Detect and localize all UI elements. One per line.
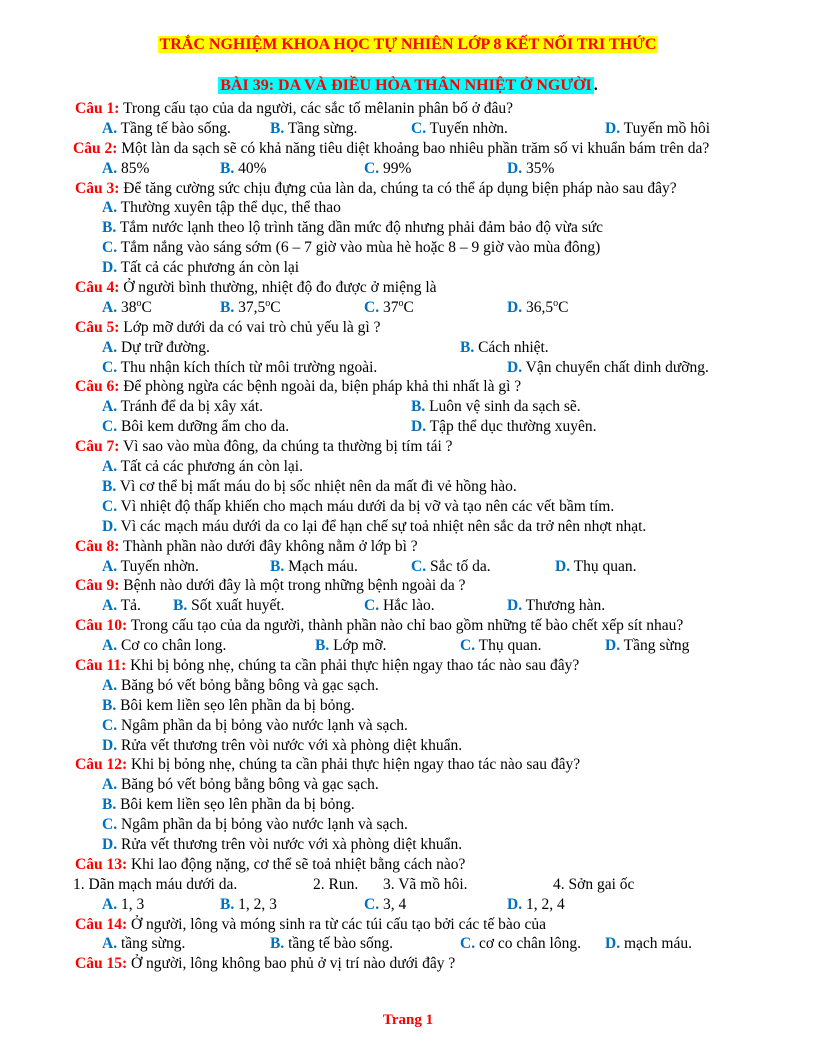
- option-text: Cơ co chân long.: [117, 637, 227, 655]
- option-text: Tất cả các phương án còn lại: [117, 259, 300, 277]
- answer-option: [102, 238, 600, 258]
- option-text: Băng bó vết bỏng bằng bông và gạc sạch.: [117, 776, 379, 794]
- option-letter: A.: [102, 458, 118, 476]
- option-text: Vì nhiệt độ thấp khiến cho mạch máu dưới da bị vỡ và tạo nên các vết bầm tím.: [117, 497, 615, 515]
- option-letter: C.: [102, 816, 118, 834]
- question-label: Câu 1:: [75, 100, 120, 117]
- option-letter: C.: [102, 358, 118, 376]
- option-letter: C.: [364, 298, 380, 316]
- option-text: Sốt xuất huyết.: [187, 597, 285, 615]
- question-label: Câu 6:: [75, 378, 120, 396]
- answer-option: [364, 298, 414, 318]
- question-stem: [75, 318, 775, 338]
- option-letter: D.: [102, 259, 118, 277]
- option-text: 38: [117, 298, 137, 316]
- option-letter: B.: [270, 935, 285, 953]
- question-label: Câu 12:: [75, 756, 128, 774]
- answer-option: [411, 397, 581, 417]
- option-text: Dự trữ đường.: [117, 338, 210, 356]
- option-text: Tuyến nhờn.: [426, 119, 508, 137]
- option-letter: C.: [411, 557, 427, 575]
- option-text: Tầng sừng: [620, 637, 690, 655]
- option-text: Vận chuyển chất dinh dưỡng.: [522, 358, 709, 376]
- question-text: Trong cấu tạo của da người, các sắc tố mêlanin phân bố ở đâu?: [119, 100, 514, 117]
- answer-option: [102, 815, 408, 835]
- question-label: Câu 2:: [73, 139, 118, 157]
- option-text: Tả.: [117, 597, 141, 615]
- answer-option: [605, 934, 692, 954]
- answer-row: [75, 676, 775, 696]
- answer-option: [102, 159, 149, 179]
- option-letter: C.: [364, 895, 380, 913]
- answer-row: [75, 696, 775, 716]
- option-letter: B.: [173, 597, 188, 615]
- answer-option: [220, 895, 277, 915]
- option-text: Cách nhiệt.: [474, 338, 549, 356]
- option-text: Thường xuyên tập thể dục, thể thao: [117, 199, 341, 217]
- question-text: Bệnh nào dưới đây là một trong những bệnh ngoài da ?: [119, 577, 466, 595]
- answer-option: [507, 159, 554, 179]
- option-text: Thu nhận kích thích từ môi trường ngoài.: [117, 358, 378, 376]
- question-stem: [75, 855, 775, 875]
- statement-item: 2. Run.: [313, 875, 359, 893]
- question-label: Câu 11:: [75, 656, 127, 674]
- option-text: Luôn vệ sinh da sạch sẽ.: [425, 398, 581, 416]
- answer-option: [102, 397, 263, 417]
- answer-row: [75, 457, 775, 477]
- option-text: 36,5: [522, 298, 554, 316]
- option-text: Tuyến mồ hôi: [620, 119, 711, 137]
- question-label: Câu 15:: [75, 955, 128, 973]
- question-stem: [75, 576, 775, 596]
- question-stem: [75, 179, 775, 199]
- option-text: Ngâm phần da bị bỏng vào nước lạnh và sạch.: [117, 816, 408, 834]
- option-letter: D.: [605, 119, 621, 137]
- question-stem: [75, 437, 775, 457]
- answer-row: [75, 636, 775, 656]
- option-text: Tránh để da bị xây xát.: [117, 398, 264, 416]
- option-letter: B.: [102, 796, 117, 814]
- question-stem: [75, 616, 775, 636]
- answer-row: [75, 775, 775, 795]
- answer-option: [411, 417, 597, 437]
- option-letter: C.: [460, 637, 476, 655]
- answer-row: [75, 815, 775, 835]
- answer-row: [75, 596, 775, 616]
- option-text: 1, 2, 3: [234, 895, 277, 913]
- answer-option: [460, 934, 581, 954]
- answer-row: [75, 358, 775, 378]
- option-letter: B.: [102, 477, 117, 495]
- answer-row: [75, 477, 775, 497]
- answer-row: [75, 497, 775, 517]
- question-text: Lớp mỡ dưới da có vai trò chủ yếu là gì ?: [119, 318, 381, 336]
- answer-option: [102, 457, 303, 477]
- statement-item: 3. Vã mồ hôi.: [383, 875, 468, 893]
- option-text: Tuyến nhờn.: [117, 557, 199, 575]
- lesson-title: BÀI 39: DA VÀ ĐIỀU HÒA THÂN NHIỆT Ở NGƯỜI .: [220, 77, 598, 94]
- answer-row: [75, 338, 775, 358]
- answer-option: [411, 557, 491, 577]
- statement-row: [75, 875, 775, 895]
- answer-option: [460, 338, 549, 358]
- question-text: Khi lao động nặng, cơ thể sẽ toả nhiệt bằng cách nào?: [127, 855, 466, 873]
- answer-option: [102, 298, 152, 318]
- question-text: Vì sao vào mùa đông, da chúng ta thường bị tím tái ?: [119, 438, 453, 456]
- option-text: Tầng sừng.: [284, 119, 358, 137]
- page-number: Trang 1: [382, 1012, 434, 1028]
- option-text: tầng tế bào sống.: [284, 935, 394, 953]
- degree-mark: o: [136, 297, 142, 309]
- question-label: Câu 14:: [75, 915, 128, 933]
- answer-option: [507, 895, 565, 915]
- option-letter: A.: [102, 597, 118, 615]
- answer-option: [220, 159, 267, 179]
- question-stem: [75, 99, 775, 119]
- statement-item: 1. Dãn mạch máu dưới da.: [73, 875, 238, 893]
- answer-option: [173, 596, 285, 616]
- answer-row: [75, 716, 775, 736]
- degree-mark: o: [398, 297, 404, 309]
- unit: C: [403, 298, 414, 316]
- option-text: Vì cơ thể bị mất máu do bị sốc nhiệt nên da mất đi vẻ hồng hào.: [116, 477, 517, 495]
- page-title: TRẮC NGHIỆM KHOA HỌC TỰ NHIÊN LỚP 8 KẾT NỐI TRI THỨC: [159, 36, 657, 53]
- answer-option: [102, 795, 355, 815]
- answer-row: [75, 298, 775, 318]
- answer-option: [102, 517, 646, 537]
- answer-row: [75, 198, 775, 218]
- answer-row: [75, 159, 775, 179]
- question-list: [75, 99, 775, 974]
- option-letter: C.: [102, 497, 118, 515]
- degree-mark: o: [553, 297, 559, 309]
- answer-option: [102, 716, 408, 736]
- option-letter: C.: [102, 716, 118, 734]
- answer-option: [605, 119, 710, 139]
- question-label: Câu 5:: [75, 318, 120, 336]
- answer-row: [75, 736, 775, 756]
- option-letter: A.: [102, 159, 118, 177]
- question-text: Để phòng ngừa các bệnh ngoài da, biện pháp khả thi nhất là gì ?: [119, 378, 522, 396]
- answer-option: [102, 477, 517, 497]
- question-stem: [75, 537, 775, 557]
- answer-row: [75, 934, 775, 954]
- option-text: 1, 2, 4: [522, 895, 565, 913]
- question-stem: [75, 656, 775, 676]
- option-text: 35%: [522, 159, 555, 177]
- option-letter: C.: [102, 418, 118, 436]
- question-stem: [75, 377, 775, 397]
- answer-option: [555, 557, 637, 577]
- option-text: 37,5: [234, 298, 266, 316]
- question-stem: [73, 139, 775, 159]
- option-letter: C.: [460, 935, 476, 953]
- option-letter: A.: [102, 895, 118, 913]
- option-text: Thụ quan.: [570, 557, 637, 575]
- answer-option: [364, 596, 435, 616]
- question-label: Câu 9:: [75, 577, 120, 595]
- answer-row: [75, 119, 775, 139]
- option-letter: D.: [507, 597, 523, 615]
- option-letter: B.: [270, 557, 285, 575]
- option-letter: A.: [102, 676, 118, 694]
- option-text: Bôi kem liền sẹo lên phần da bị bỏng.: [116, 696, 355, 714]
- option-letter: D.: [555, 557, 571, 575]
- answer-option: [507, 298, 568, 318]
- option-letter: A.: [102, 298, 118, 316]
- option-letter: B.: [460, 338, 475, 356]
- question-text: Một làn da sạch sẽ có khả năng tiêu diệt khoảng bao nhiêu phần trăm số vi khuẩn bám trên da?: [117, 139, 710, 157]
- option-letter: C.: [364, 159, 380, 177]
- answer-option: [102, 119, 231, 139]
- question-stem: [75, 915, 775, 935]
- option-text: Bôi kem liền sẹo lên phần da bị bỏng.: [116, 796, 355, 814]
- question-label: Câu 3:: [75, 179, 120, 197]
- question-text: Trong cấu tạo của da người, thành phần nào chỉ bao gồm những tế bào chết xếp sít nhau?: [127, 617, 684, 635]
- answer-option: [102, 895, 144, 915]
- option-text: cơ co chân lông.: [475, 935, 581, 953]
- option-letter: A.: [102, 199, 118, 217]
- answer-row: [75, 557, 775, 577]
- question-text: Khi bị bỏng nhẹ, chúng ta cần phải thực hiện ngay thao tác nào sau đây?: [127, 756, 581, 774]
- answer-option: [507, 596, 605, 616]
- answer-option: [364, 159, 411, 179]
- answer-option: [102, 934, 185, 954]
- question-label: Câu 10:: [75, 617, 128, 635]
- option-letter: A.: [102, 776, 118, 794]
- option-text: Thương hàn.: [522, 597, 606, 615]
- option-text: Bôi kem dưỡng ẩm cho da.: [117, 418, 290, 436]
- question-label: Câu 7:: [75, 438, 120, 456]
- option-letter: D.: [605, 935, 621, 953]
- option-letter: D.: [411, 418, 427, 436]
- option-letter: B.: [270, 119, 285, 137]
- answer-row: [75, 895, 775, 915]
- answer-row: [75, 795, 775, 815]
- question-text: Để tăng cường sức chịu đựng của làn da, chúng ta có thể áp dụng biện pháp nào sau đây?: [119, 179, 677, 197]
- option-text: Vì các mạch máu dưới da co lại để hạn chế sự toả nhiệt nên sắc da trở nên nhợt nhạt.: [117, 517, 647, 535]
- answer-option: [270, 119, 357, 139]
- answer-option: [460, 636, 542, 656]
- answer-row: [75, 835, 775, 855]
- answer-option: [102, 696, 355, 716]
- option-text: Tập thể dục thường xuyên.: [426, 418, 597, 436]
- option-letter: B.: [411, 398, 426, 416]
- option-text: Tắm nắng vào sáng sớm (6 – 7 giờ vào mùa hè hoặc 8 – 9 giờ vào mùa đông): [117, 239, 601, 257]
- question-label: Câu 8:: [75, 537, 120, 555]
- answer-option: [220, 298, 281, 318]
- unit: C: [141, 298, 152, 316]
- answer-option: [102, 198, 341, 218]
- answer-option: [102, 736, 462, 756]
- option-letter: A.: [102, 398, 118, 416]
- answer-option: [315, 636, 387, 656]
- answer-option: [102, 338, 210, 358]
- option-letter: D.: [507, 358, 523, 376]
- question-label: Câu 13:: [75, 855, 128, 873]
- answer-option: [102, 596, 141, 616]
- answer-option: [270, 557, 358, 577]
- option-text: 37: [379, 298, 399, 316]
- answer-row: [75, 417, 775, 437]
- option-letter: A.: [102, 637, 118, 655]
- answer-option: [102, 417, 289, 437]
- option-letter: B.: [102, 696, 117, 714]
- answer-row: [75, 517, 775, 537]
- answer-option: [270, 934, 393, 954]
- question-text: Ở người, lông và móng sinh ra từ các túi cấu tạo bởi các tế bào của: [127, 915, 546, 933]
- option-letter: A.: [102, 338, 118, 356]
- option-text: Hắc lào.: [379, 597, 435, 615]
- answer-option: [364, 895, 406, 915]
- answer-row: [75, 258, 775, 278]
- option-text: Lớp mỡ.: [329, 637, 387, 655]
- option-text: 85%: [117, 159, 150, 177]
- question-stem: [75, 278, 775, 298]
- option-text: Tắm nước lạnh theo lộ trình tăng dần mức độ nhưng phải đảm bảo độ vừa sức: [116, 219, 604, 237]
- option-text: 1, 3: [117, 895, 145, 913]
- statement-item: 4. Sởn gai ốc: [553, 875, 635, 893]
- option-letter: C.: [364, 597, 380, 615]
- option-text: mạch máu.: [620, 935, 692, 953]
- option-letter: D.: [507, 298, 523, 316]
- question-text: Thành phần nào dưới đây không nằm ở lớp bì ?: [119, 537, 418, 555]
- answer-option: [102, 358, 377, 378]
- option-text: 99%: [379, 159, 412, 177]
- option-letter: D.: [507, 895, 523, 913]
- question-stem: [75, 755, 775, 775]
- answer-option: [102, 258, 299, 278]
- option-letter: D.: [102, 517, 118, 535]
- answer-option: [102, 218, 603, 238]
- answer-option: [411, 119, 508, 139]
- option-letter: B.: [220, 159, 235, 177]
- unit: C: [270, 298, 281, 316]
- answer-option: [605, 636, 689, 656]
- question-label: Câu 4:: [75, 279, 120, 297]
- option-letter: D.: [507, 159, 523, 177]
- option-letter: D.: [102, 736, 118, 754]
- answer-option: [102, 636, 226, 656]
- option-letter: C.: [411, 119, 427, 137]
- answer-option: [102, 835, 462, 855]
- option-text: Rửa vết thương trên vòi nước với xà phòng diệt khuẩn.: [117, 835, 463, 853]
- option-letter: B.: [220, 895, 235, 913]
- option-letter: B.: [102, 219, 117, 237]
- answer-option: [507, 358, 709, 378]
- option-text: Sắc tố da.: [426, 557, 491, 575]
- answer-option: [102, 775, 379, 795]
- option-text: 40%: [234, 159, 267, 177]
- option-letter: D.: [605, 637, 621, 655]
- option-text: Rửa vết thương trên vòi nước với xà phòng diệt khuẩn.: [117, 736, 463, 754]
- option-text: 3, 4: [379, 895, 407, 913]
- answer-option: [102, 497, 614, 517]
- degree-mark: o: [265, 297, 271, 309]
- option-letter: B.: [315, 637, 330, 655]
- question-stem: [75, 954, 775, 974]
- option-letter: C.: [102, 239, 118, 257]
- option-letter: D.: [102, 835, 118, 853]
- option-letter: A.: [102, 119, 118, 137]
- question-text: Ở người, lông không bao phủ ở vị trí nào dưới đây ?: [127, 955, 456, 973]
- option-letter: B.: [220, 298, 235, 316]
- unit: C: [558, 298, 569, 316]
- option-text: Ngâm phần da bị bỏng vào nước lạnh và sạch.: [117, 716, 408, 734]
- question-text: Khi bị bỏng nhẹ, chúng ta cần phải thực hiện ngay thao tác nào sau đây?: [126, 656, 580, 674]
- option-letter: A.: [102, 935, 118, 953]
- option-text: Tầng tế bào sống.: [117, 119, 231, 137]
- answer-row: [75, 238, 775, 258]
- option-text: Mạch máu.: [284, 557, 358, 575]
- question-text: Ở người bình thường, nhiệt độ đo được ở miệng là: [119, 279, 437, 297]
- option-text: tầng sừng.: [117, 935, 186, 953]
- answer-option: [102, 557, 199, 577]
- answer-row: [75, 218, 775, 238]
- option-letter: A.: [102, 557, 118, 575]
- answer-row: [75, 397, 775, 417]
- option-text: Thụ quan.: [475, 637, 542, 655]
- answer-option: [102, 676, 379, 696]
- option-text: Băng bó vết bỏng bằng bông và gạc sạch.: [117, 676, 379, 694]
- option-text: Tất cả các phương án còn lại.: [117, 458, 303, 476]
